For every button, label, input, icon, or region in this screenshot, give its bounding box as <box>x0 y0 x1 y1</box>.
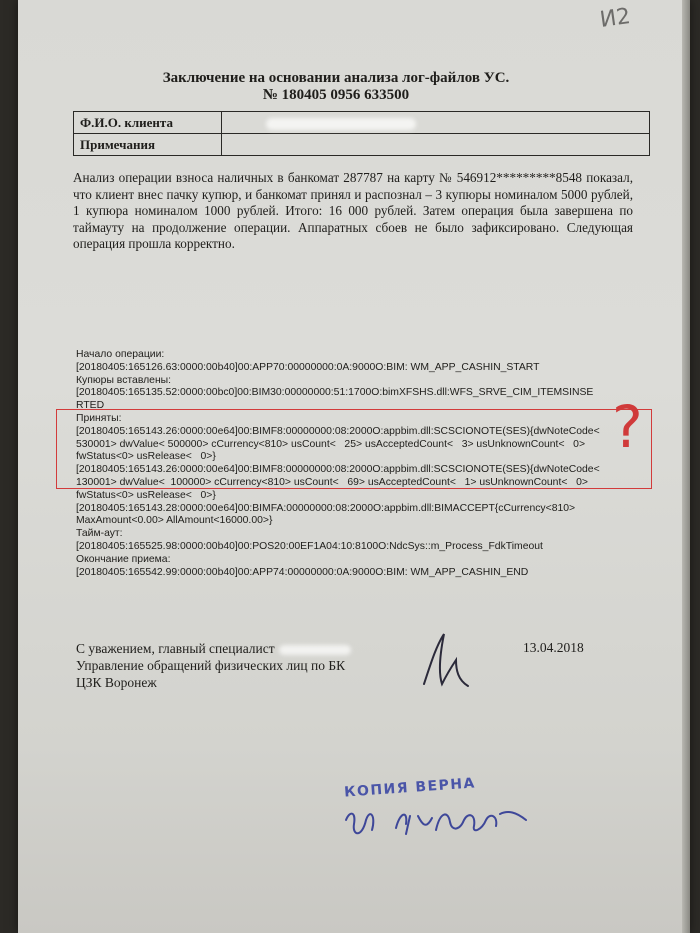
closing-block <box>76 640 351 691</box>
log-line: RTED <box>76 400 105 412</box>
analysis-paragraph: Анализ операции взноса наличных в банкомат 287787 на карту № 546912*********8548 показал, что клиент внес пачку купюр, и банкомат принял и распознал – 3 купюры номиналом 5000 рублей, 1 купюра номиналом 1000 рублей. Итого: 16 000 рублей. Затем операция была завершена по таймауту на продолжение операции. Аппаратных сбоев не было зафиксировано. Следующая операция прошла корректно. <box>73 170 633 251</box>
log-line: Начало операции: <box>76 349 165 360</box>
closing-line: ЦЗК Воронеж <box>76 675 157 690</box>
redacted-client-name <box>266 118 416 130</box>
log-line: Тайм-аут: <box>76 528 123 540</box>
log-line: fwStatus<0> usRelease< 0>} <box>76 489 216 501</box>
log-line: Приняты: <box>76 412 122 424</box>
log-line: [20180405:165143.28:0000:00e64]00:BIMFA:00000000:08:2000O:appbim.dll:BIMACCEPT{cCurrency<810> <box>76 502 576 514</box>
log-line: 530001> dwValue< 500000> cCurrency<810> usCount< 25> usAcceptedCount< 3> usUnknownCount< 0> <box>76 438 586 450</box>
closing-line: Управление обращений физических лиц по БК <box>76 658 346 673</box>
document-number: № 180405 0956 633500 <box>262 87 410 103</box>
log-line: [20180405:165135.52:0000:00bc0]00:BIM30:00000000:51:1700O:bimXFSHS.dll:WFS_SRVE_CIM_ITEMSINSE <box>76 387 594 399</box>
log-line: [20180405:165542.99:0000:00b40]00:APP74:00000000:0A:9000O:BIM: WM_APP_CASHIN_END <box>76 566 529 578</box>
copy-true-stamp: КОПИЯ ВЕРНА <box>343 775 477 801</box>
stamp-signature-icon <box>336 790 546 850</box>
client-name-label: Ф.И.О. клиента <box>74 112 222 134</box>
question-mark-annotation: ? <box>612 393 643 461</box>
document-date: 13.04.2018 <box>523 640 584 655</box>
log-line: Купюры вставлены: <box>76 374 172 386</box>
document-page <box>18 0 690 933</box>
log-line: [20180405:165143.26:0000:00e64]00:BIMF8:00000000:08:2000O:appbim.dll:SCSCIONOTE(SES){dwNoteCode< <box>76 464 600 476</box>
log-line: [20180405:165143.26:0000:00e64]00:BIMF8:00000000:08:2000O:appbim.dll:SCSCIONOTE(SES){dwNoteCode< <box>76 425 600 437</box>
log-line: 130001> dwValue< 100000> cCurrency<810> usCount< 69> usAcceptedCount< 1> usUnknownCount< 0> <box>76 476 588 488</box>
log-line: [20180405:165525.98:0000:00b40]00:POS20:00EF1A04:10:8100O:NdcSys::m_Process_FdkTimeout <box>76 540 543 552</box>
log-line: MaxAmount<0.00> AllAmount<16000.00>} <box>76 515 273 527</box>
table-row <box>74 134 650 156</box>
page-edge <box>682 0 690 933</box>
notes-label: Примечания <box>74 134 222 156</box>
signature-icon <box>416 626 476 696</box>
log-line: Окончание приема: <box>76 553 171 565</box>
document-title: Заключение на основании анализа лог-файлов УС. <box>162 70 510 86</box>
log-line: fwStatus<0> usRelease< 0>} <box>76 451 216 463</box>
redacted-surname <box>279 645 351 655</box>
red-annotation-box <box>56 409 652 489</box>
notes-value <box>222 134 650 156</box>
corner-handwritten-mark: И2 <box>598 4 633 33</box>
closing-line: С уважением, главный специалист <box>76 640 351 657</box>
log-line: [20180405:165126.63:0000:00b40]00:APP70:00000000:0A:9000O:BIM: WM_APP_CASHIN_START <box>76 361 540 373</box>
